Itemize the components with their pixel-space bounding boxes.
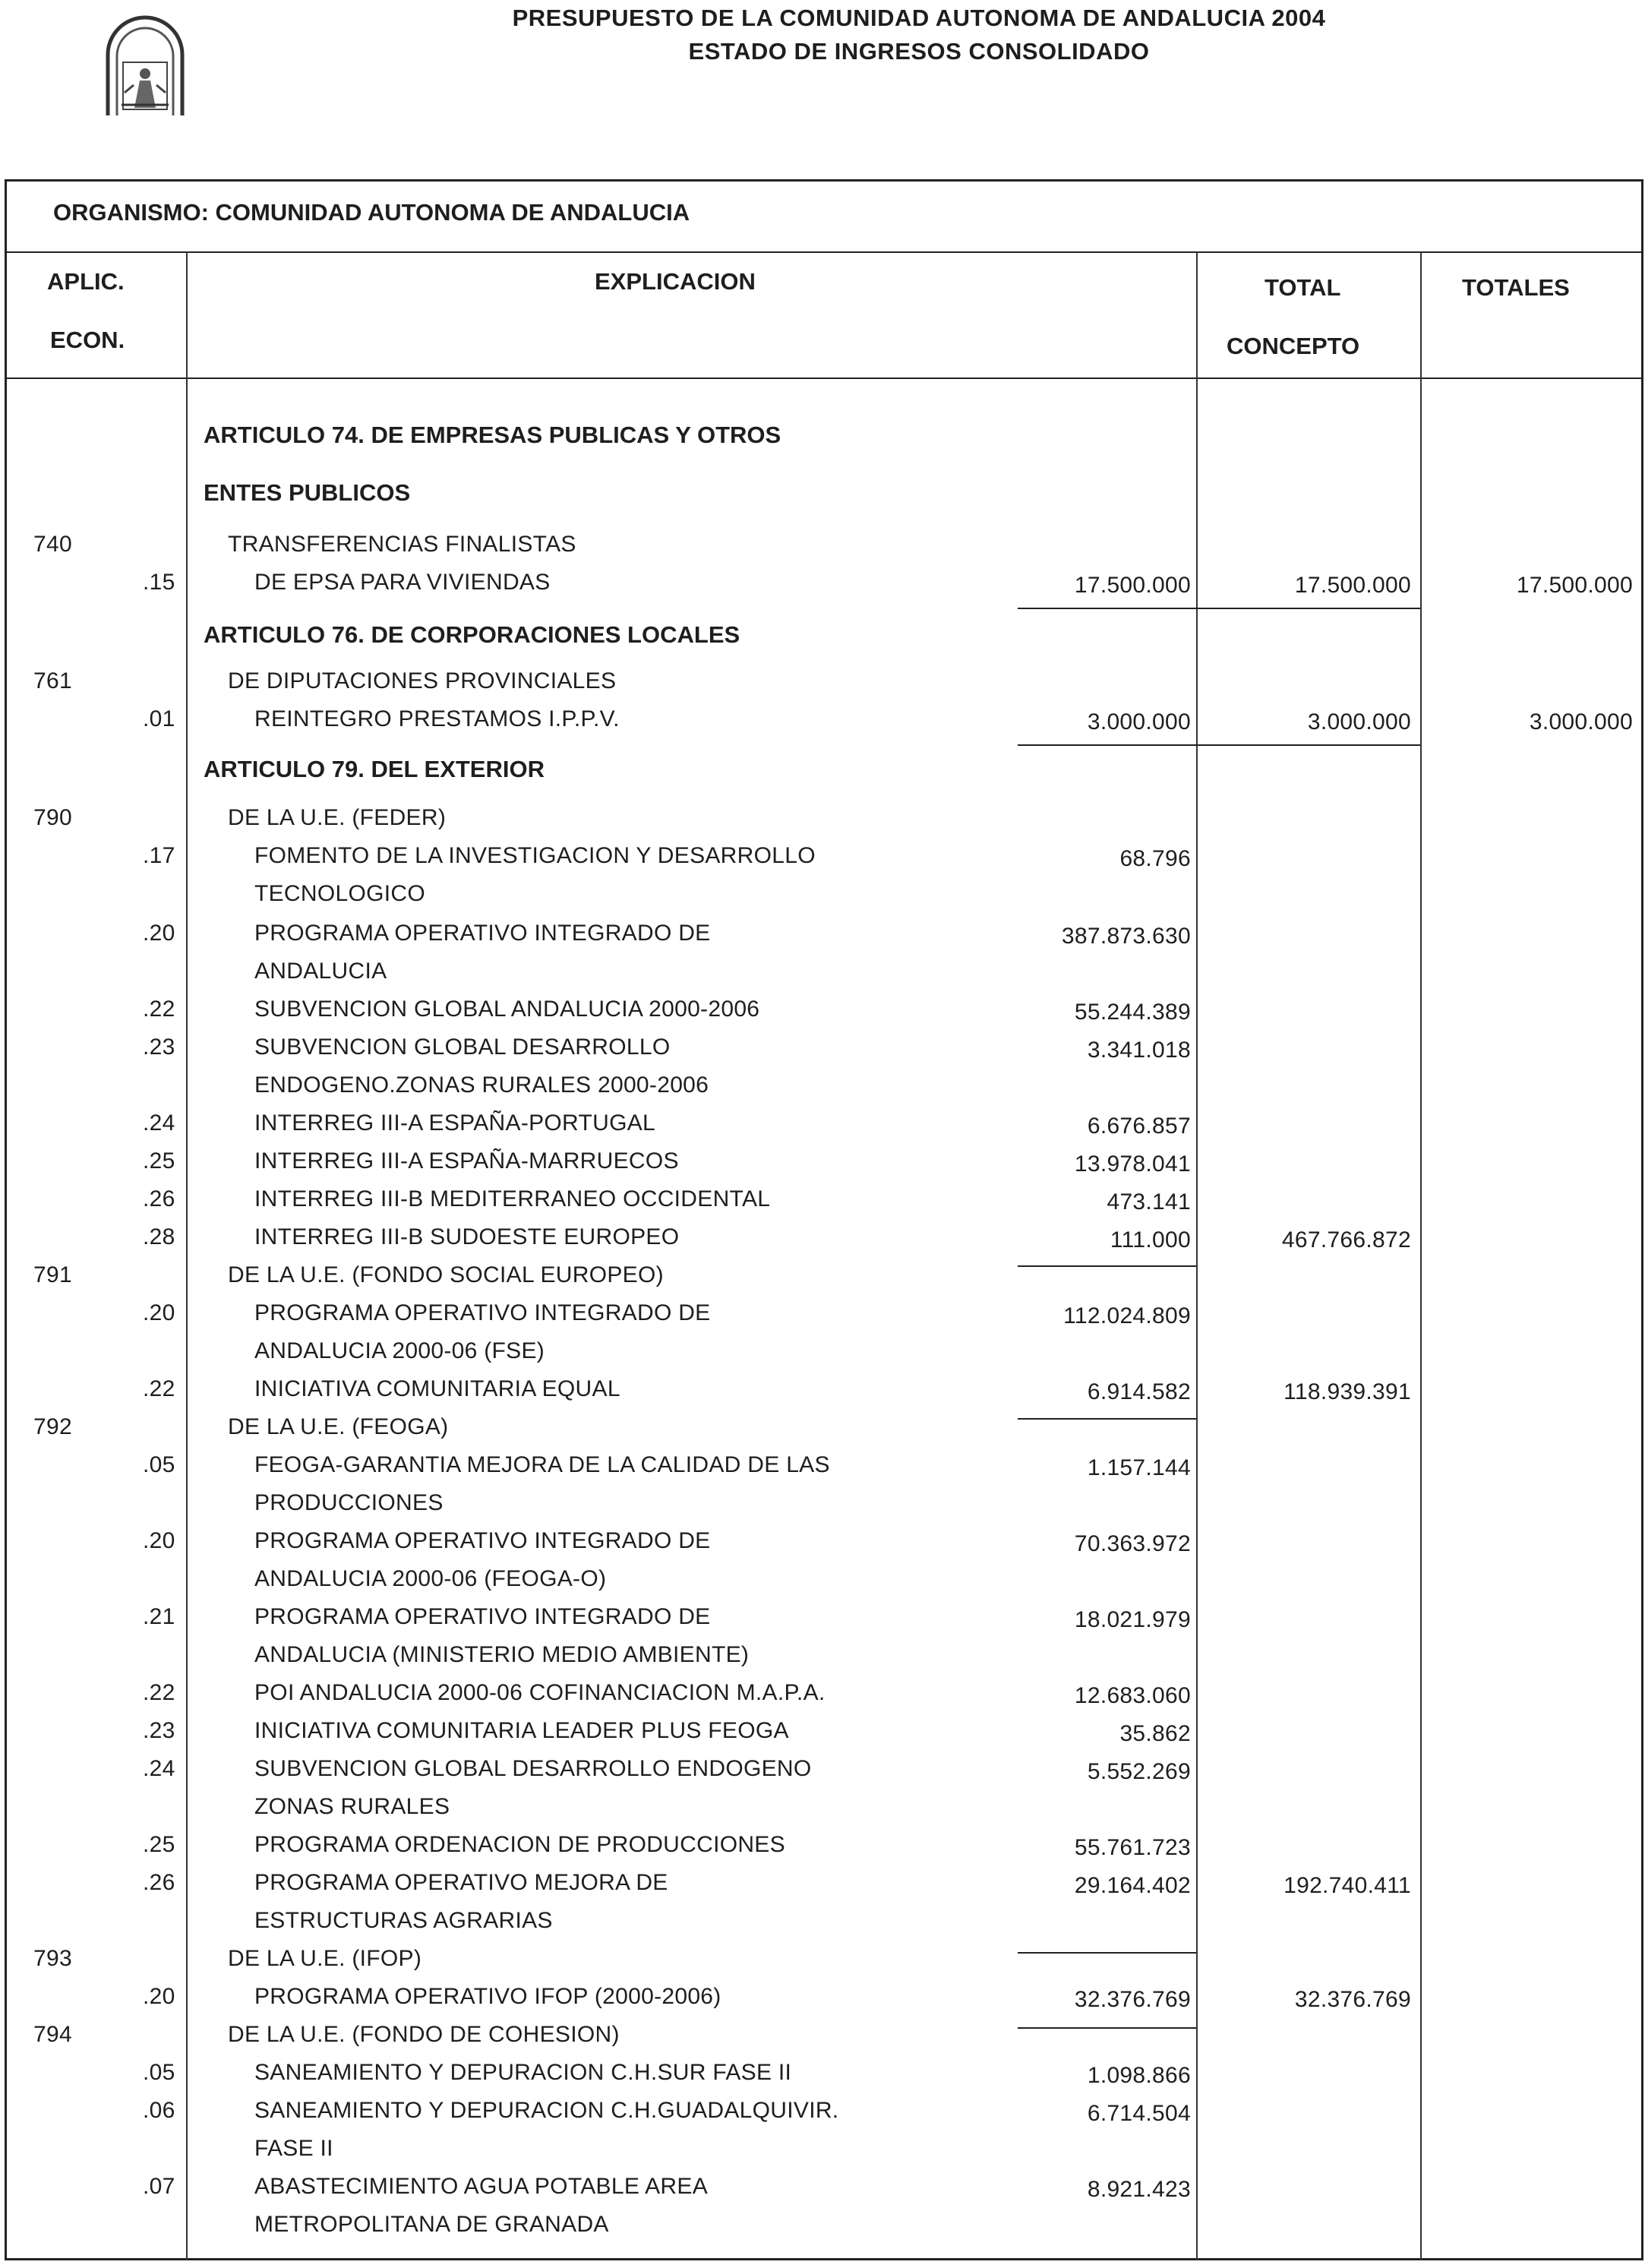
row-subcode: .25 [143,1832,175,1857]
row-text: DE LA U.E. (FEDER) [228,805,447,830]
row-subcode: .15 [143,570,175,595]
row-text: PROGRAMA OPERATIVO MEJORA DE [254,1870,668,1895]
row-total-concepto: 3.000.000 [1307,709,1411,734]
row-amount: 112.024.809 [1063,1303,1191,1328]
row-code: 794 [33,2022,72,2047]
row-subcode: .28 [143,1224,175,1249]
row-text: DE LA U.E. (FEOGA) [228,1414,449,1439]
row-subcode: .23 [143,1034,175,1060]
subtotal-rule [1018,608,1196,609]
document-title: PRESUPUESTO DE LA COMUNIDAD AUTONOMA DE ANDALUCIA 2004 [512,5,1326,31]
row-amount: 1.157.144 [1087,1455,1191,1480]
row-subcode: .26 [143,1870,175,1895]
subtotal-rule [1018,1952,1196,1954]
row-subcode: .26 [143,1186,175,1211]
subtotal-rule [1196,608,1420,609]
row-subcode: .24 [143,1110,175,1136]
row-subcode: .01 [143,706,175,731]
row-subcode: .20 [143,1300,175,1325]
row-amount: 55.244.389 [1074,1000,1191,1025]
subtotal-rule [1018,1265,1196,1267]
row-text: SUBVENCION GLOBAL DESARROLLO ENDOGENO [254,1756,812,1781]
row-text: DE LA U.E. (FONDO SOCIAL EUROPEO) [228,1262,664,1287]
col-total-header: TOTAL [1265,274,1341,301]
row-total-concepto: 118.939.391 [1283,1379,1411,1404]
row-amount: 68.796 [1119,846,1191,871]
row-amount: 18.021.979 [1074,1607,1191,1632]
row-total-concepto: 192.740.411 [1283,1873,1411,1898]
row-amount: 35.862 [1119,1721,1191,1746]
row-text: PROGRAMA ORDENACION DE PRODUCCIONES [254,1832,785,1857]
row-subcode: .22 [143,1376,175,1401]
row-text: FOMENTO DE LA INVESTIGACION Y DESARROLLO [254,843,816,868]
col-econ-header: ECON. [50,327,125,353]
row-text: ANDALUCIA 2000-06 (FEOGA-O) [254,1566,607,1591]
row-text: PROGRAMA OPERATIVO INTEGRADO DE [254,1528,711,1553]
row-subcode: .23 [143,1718,175,1743]
row-subcode: .17 [143,843,175,868]
subtotal-rule [1018,1418,1196,1420]
row-text: ZONAS RURALES [254,1794,450,1819]
row-total-concepto: 17.500.000 [1294,573,1411,598]
row-text: INTERREG III-A ESPAÑA-MARRUECOS [254,1148,679,1173]
row-subcode: .20 [143,921,175,946]
col-explicacion-header: EXPLICACION [595,268,756,295]
row-text: FASE II [254,2136,333,2161]
row-text: ANDALUCIA 2000-06 (FSE) [254,1338,545,1363]
row-text: DE DIPUTACIONES PROVINCIALES [228,668,617,693]
row-text: FEOGA-GARANTIA MEJORA DE LA CALIDAD DE LAS [254,1452,830,1477]
row-text: ANDALUCIA (MINISTERIO MEDIO AMBIENTE) [254,1642,750,1667]
row-text: ENDOGENO.ZONAS RURALES 2000-2006 [254,1072,709,1098]
col-aplic-header: APLIC. [47,268,125,295]
row-amount: 29.164.402 [1074,1873,1191,1898]
subtotal-rule [1196,744,1420,746]
row-code: 740 [33,532,72,557]
row-text: REINTEGRO PRESTAMOS I.P.P.V. [254,706,620,731]
organismo-label: ORGANISMO: COMUNIDAD AUTONOMA DE ANDALUCIA [53,199,690,226]
row-amount: 8.921.423 [1087,2177,1191,2202]
row-text: TECNOLOGICO [254,881,425,906]
row-amount: 70.363.972 [1074,1531,1191,1556]
row-subcode: .06 [143,2098,175,2123]
row-text: PROGRAMA OPERATIVO INTEGRADO DE [254,921,711,946]
row-amount: 6.714.504 [1087,2101,1191,2126]
row-amount: 3.000.000 [1087,709,1191,734]
row-subcode: .07 [143,2174,175,2199]
row-subcode: .25 [143,1148,175,1173]
row-totales: 17.500.000 [1516,573,1633,598]
row-amount: 5.552.269 [1087,1759,1191,1784]
row-text: ARTICULO 79. DEL EXTERIOR [204,756,545,782]
col-totales-header: TOTALES [1462,274,1570,301]
row-text: DE LA U.E. (FONDO DE COHESION) [228,2022,620,2047]
row-text: PROGRAMA OPERATIVO IFOP (2000-2006) [254,1984,721,2009]
row-subcode: .22 [143,1680,175,1705]
row-text: ANDALUCIA [254,959,387,984]
row-text: METROPOLITANA DE GRANADA [254,2212,609,2237]
row-subcode: .05 [143,2060,175,2085]
row-amount: 6.676.857 [1087,1113,1191,1139]
row-subcode: .20 [143,1984,175,2009]
row-text: SANEAMIENTO Y DEPURACION C.H.GUADALQUIVIR. [254,2098,839,2123]
row-text: INTERREG III-B SUDOESTE EUROPEO [254,1224,680,1249]
subtotal-rule [1018,744,1196,746]
row-amount: 55.761.723 [1074,1835,1191,1860]
row-subcode: .05 [143,1452,175,1477]
row-text: ABASTECIMIENTO AGUA POTABLE AREA [254,2174,709,2199]
row-amount: 17.500.000 [1074,573,1191,598]
row-text: ESTRUCTURAS AGRARIAS [254,1908,553,1933]
row-subcode: .20 [143,1528,175,1553]
row-code: 791 [33,1262,72,1287]
row-amount: 473.141 [1107,1189,1191,1215]
row-text: ENTES PUBLICOS [204,479,411,506]
row-totales: 3.000.000 [1529,709,1633,734]
row-amount: 3.341.018 [1087,1038,1191,1063]
row-text: SUBVENCION GLOBAL ANDALUCIA 2000-2006 [254,997,760,1022]
row-subcode: .24 [143,1756,175,1781]
row-text: DE EPSA PARA VIVIENDAS [254,570,551,595]
andalucia-coat-of-arms-icon [100,2,190,115]
row-total-concepto: 467.766.872 [1281,1227,1411,1252]
row-text: DE LA U.E. (IFOP) [228,1946,422,1971]
row-text: SANEAMIENTO Y DEPURACION C.H.SUR FASE II [254,2060,792,2085]
subtotal-rule [1018,2027,1196,2029]
row-amount: 13.978.041 [1074,1151,1191,1177]
document-subtitle: ESTADO DE INGRESOS CONSOLIDADO [688,38,1150,65]
row-text: SUBVENCION GLOBAL DESARROLLO [254,1034,671,1060]
row-text: ARTICULO 76. DE CORPORACIONES LOCALES [204,621,740,648]
row-subcode: .22 [143,997,175,1022]
row-code: 761 [33,668,72,693]
row-amount: 387.873.630 [1061,924,1191,949]
row-code: 793 [33,1946,72,1971]
row-text: INTERREG III-B MEDITERRANEO OCCIDENTAL [254,1186,771,1211]
row-amount: 111.000 [1110,1227,1191,1252]
col-concepto-header: CONCEPTO [1227,333,1360,359]
row-amount: 6.914.582 [1087,1379,1191,1404]
row-total-concepto: 32.376.769 [1294,1987,1411,2012]
row-text: PROGRAMA OPERATIVO INTEGRADO DE [254,1604,711,1629]
row-text: INICIATIVA COMUNITARIA EQUAL [254,1376,620,1401]
row-text: ARTICULO 74. DE EMPRESAS PUBLICAS Y OTROS [204,422,781,448]
row-text: TRANSFERENCIAS FINALISTAS [228,532,576,557]
row-subcode: .21 [143,1604,175,1629]
row-code: 790 [33,805,72,830]
row-text: PROGRAMA OPERATIVO INTEGRADO DE [254,1300,711,1325]
row-text: INICIATIVA COMUNITARIA LEADER PLUS FEOGA [254,1718,789,1743]
row-text: POI ANDALUCIA 2000-06 COFINANCIACION M.A.P.A. [254,1680,826,1705]
row-amount: 12.683.060 [1074,1683,1191,1708]
row-text: PRODUCCIONES [254,1490,444,1515]
row-amount: 1.098.866 [1087,2063,1191,2088]
row-code: 792 [33,1414,72,1439]
row-text: INTERREG III-A ESPAÑA-PORTUGAL [254,1110,655,1136]
row-amount: 32.376.769 [1074,1987,1191,2012]
